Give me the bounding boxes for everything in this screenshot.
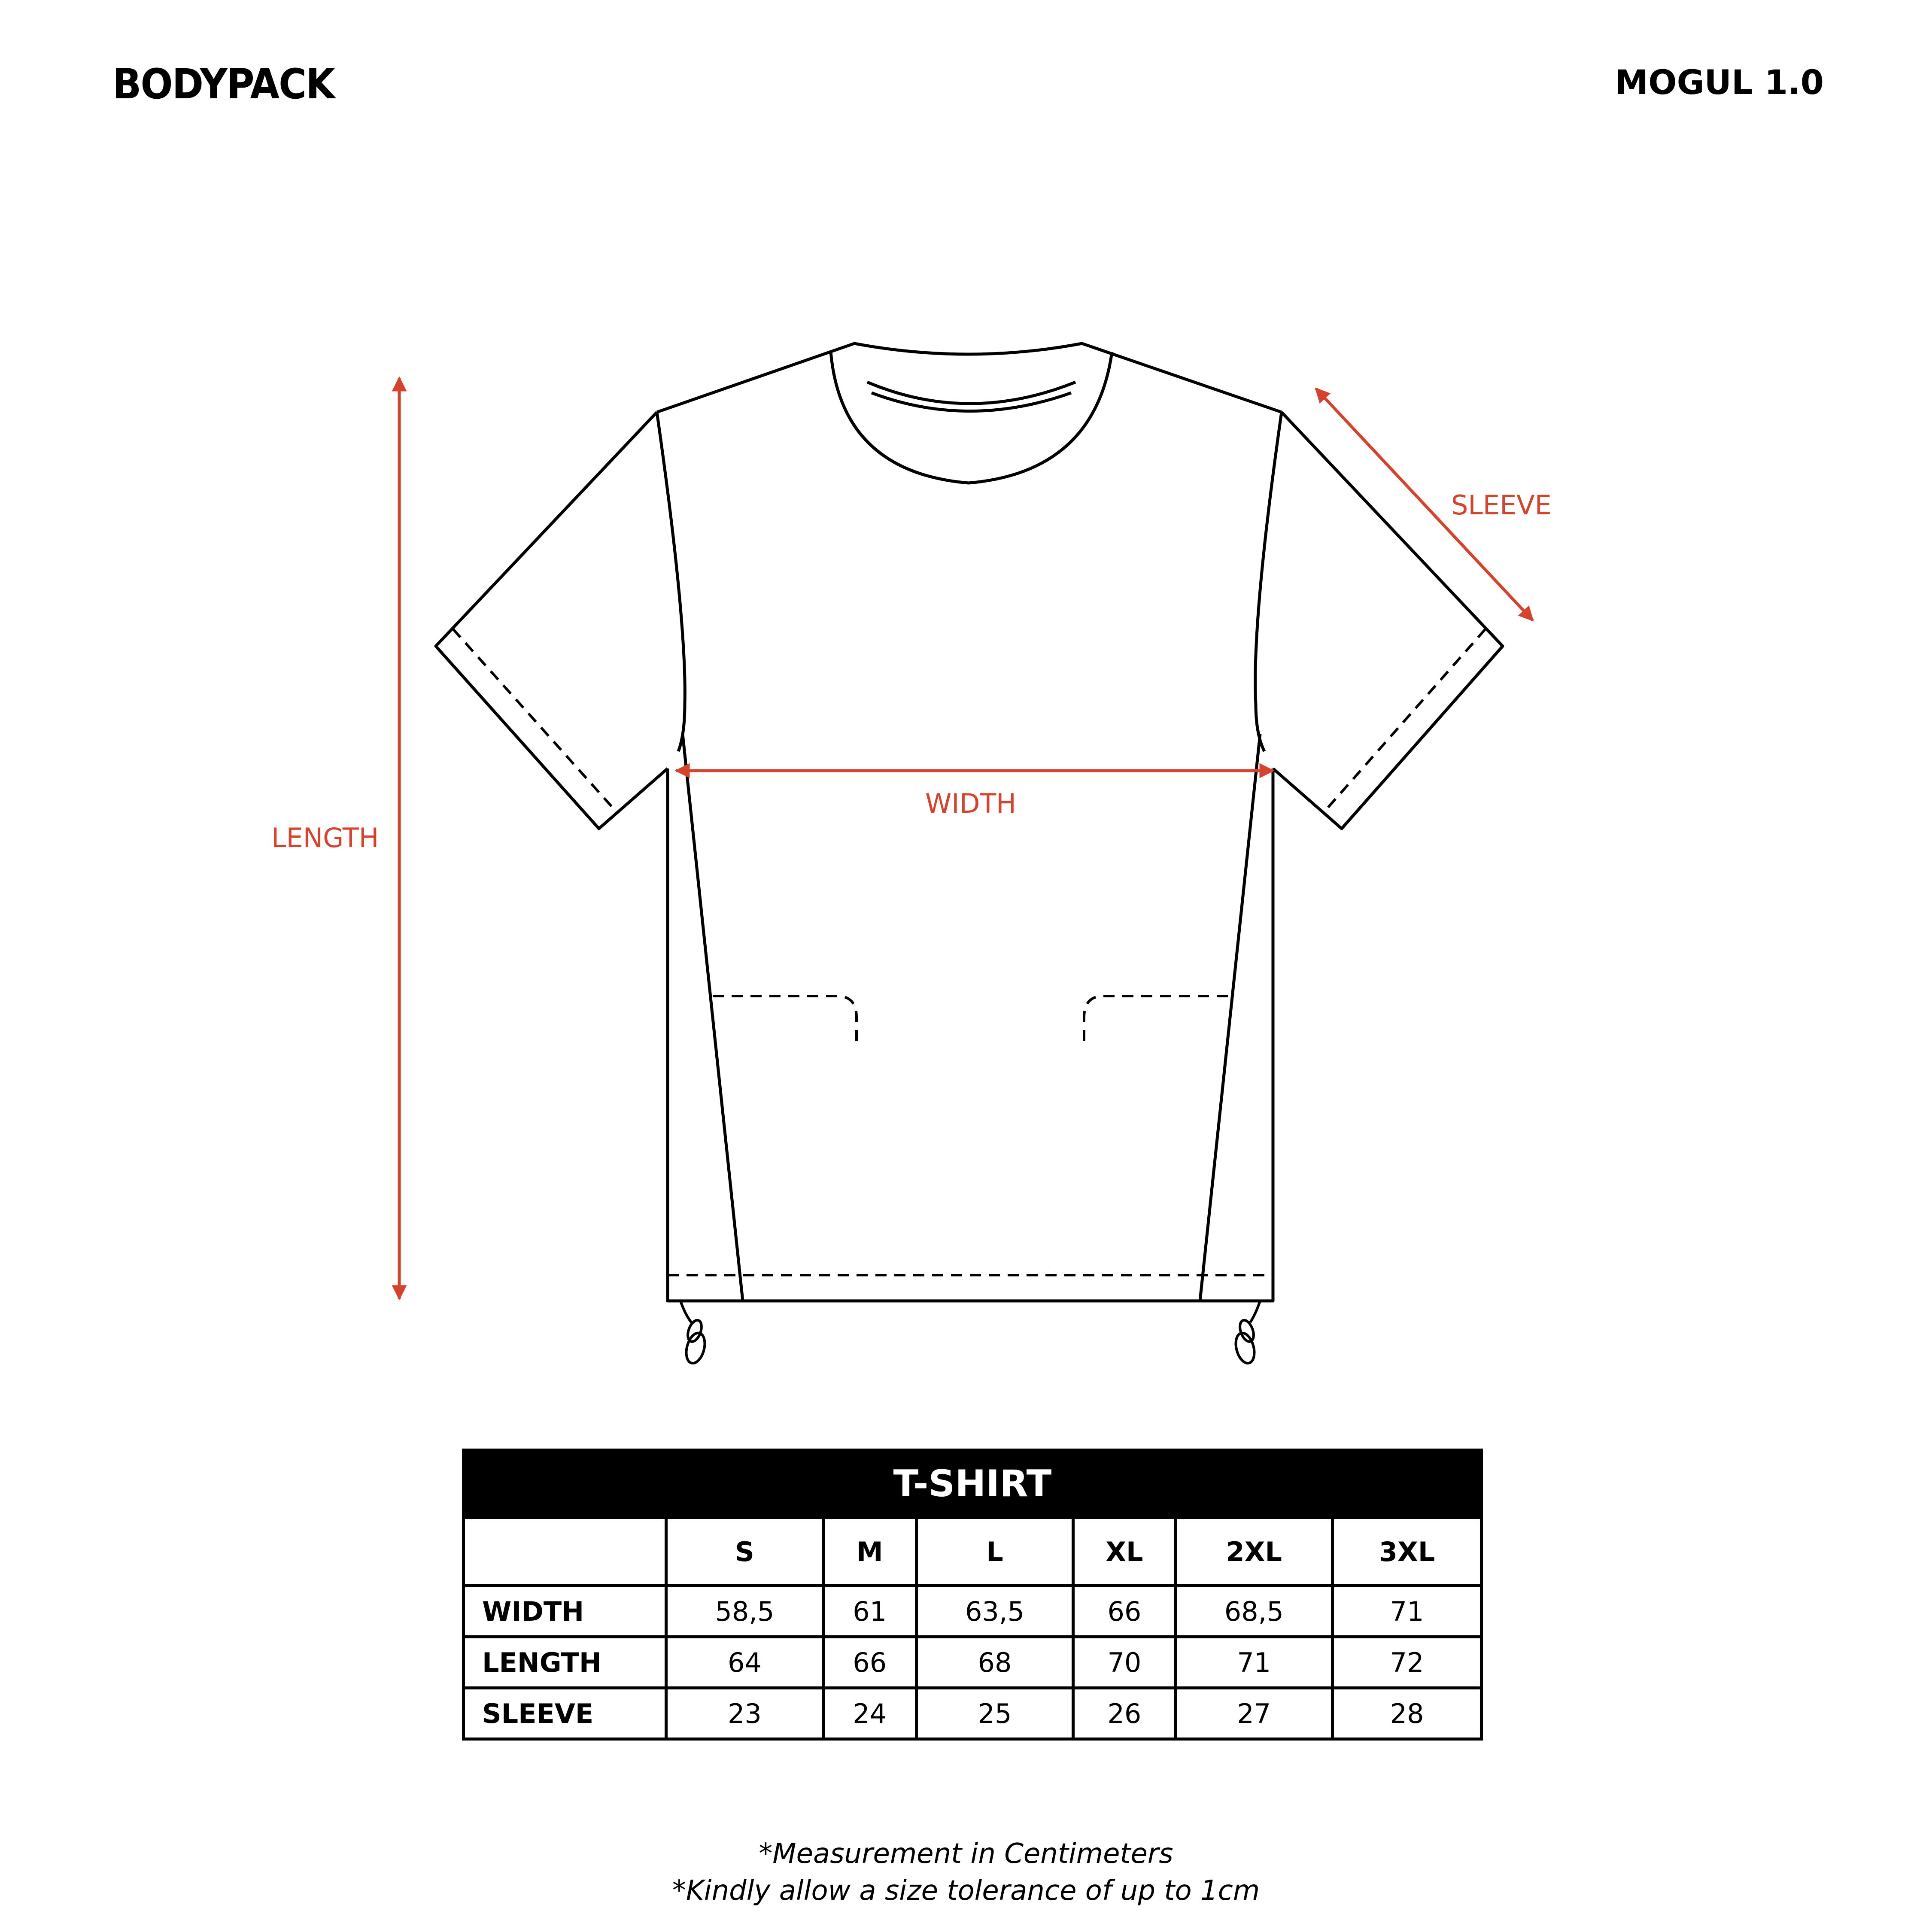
- width-label: WIDTH: [925, 788, 1016, 819]
- table-cell: 68: [916, 1637, 1073, 1688]
- row-label: SLEEVE: [464, 1688, 666, 1739]
- size-header: M: [823, 1518, 916, 1586]
- table-cell: 72: [1333, 1637, 1482, 1688]
- size-header: 2XL: [1176, 1518, 1333, 1586]
- measure-arrows: [399, 378, 1533, 1299]
- size-table-title: T-SHIRT: [464, 1450, 1482, 1518]
- length-label: LENGTH: [271, 822, 379, 854]
- table-cell: 23: [666, 1688, 823, 1739]
- table-cell: 27: [1176, 1688, 1333, 1739]
- footnotes: [0, 1835, 1932, 1909]
- table-cell: 63,5: [916, 1586, 1073, 1637]
- footnote-tolerance: *Kindly allow a size tolerance of up to 1cm: [672, 1875, 1260, 1907]
- table-cell: 24: [823, 1688, 916, 1739]
- table-cell: 68,5: [1176, 1586, 1333, 1637]
- table-cell: 64: [666, 1637, 823, 1688]
- table-cell: 61: [823, 1586, 916, 1637]
- table-cell: 71: [1333, 1586, 1482, 1637]
- table-cell: 25: [916, 1688, 1073, 1739]
- row-label: LENGTH: [464, 1637, 666, 1688]
- stitch-lines: [453, 629, 1485, 1275]
- table-row: [464, 1586, 1482, 1637]
- size-header-row: [464, 1518, 1482, 1586]
- table-cell: 66: [1073, 1586, 1176, 1637]
- tshirt-outline: [436, 343, 1503, 1301]
- table-cell: 26: [1073, 1688, 1176, 1739]
- sleeve-label: SLEEVE: [1451, 489, 1552, 521]
- size-header: 3XL: [1333, 1518, 1482, 1586]
- table-cell: 66: [823, 1637, 916, 1688]
- brand-logo: BODYPACK: [112, 60, 334, 108]
- size-header: S: [666, 1518, 823, 1586]
- table-cell: 71: [1176, 1637, 1333, 1688]
- table-row: [464, 1688, 1482, 1739]
- footnote-units: *Measurement in Centimeters: [759, 1838, 1173, 1870]
- size-table: [462, 1449, 1483, 1741]
- table-cell: 58,5: [666, 1586, 823, 1637]
- model-name: MOGUL 1.0: [1615, 64, 1824, 102]
- drawcord-toggles: [680, 1301, 1260, 1365]
- row-label: WIDTH: [464, 1586, 666, 1637]
- table-row: [464, 1637, 1482, 1688]
- size-header-empty: [464, 1518, 666, 1586]
- table-cell: 70: [1073, 1637, 1176, 1688]
- size-header: L: [916, 1518, 1073, 1586]
- table-cell: 28: [1333, 1688, 1482, 1739]
- size-header: XL: [1073, 1518, 1176, 1586]
